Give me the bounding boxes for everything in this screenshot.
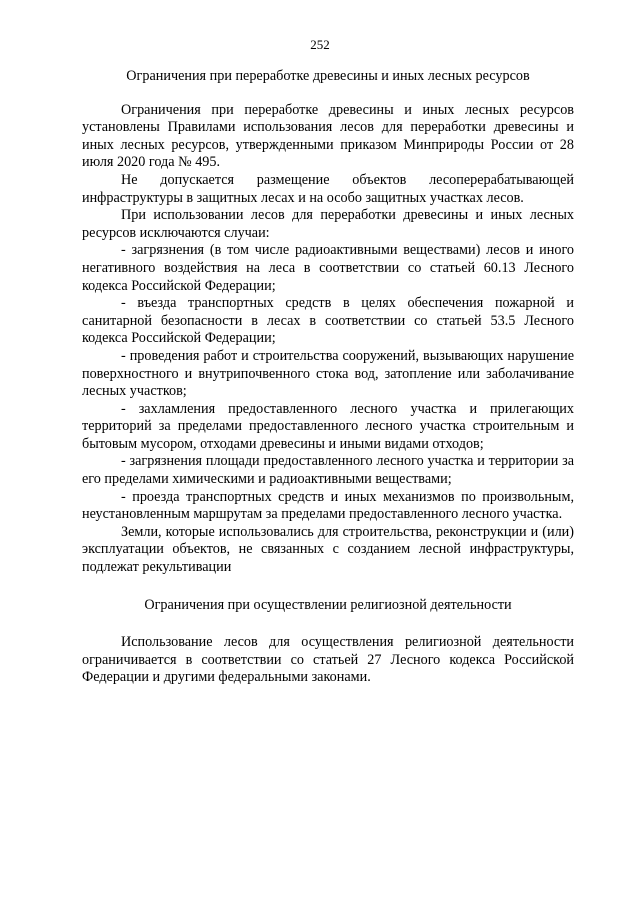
list-item: - проведения работ и строительства сооружений, вызывающих нарушение поверхностного и внутрипочвенного стока вод, затопление или заболачивание лесных участков; <box>82 347 574 400</box>
paragraph: Земли, которые использовались для строительства, реконструкции и (или) эксплуатации объектов, не связанных с созданием лесной инфраструктуры, подлежат рекультивации <box>82 523 574 576</box>
section-heading-religious-activity: Ограничения при осуществлении религиозной деятельности <box>144 596 512 613</box>
list-item: - проезда транспортных средств и иных механизмов по произвольным, неустановленным маршрутам за пределами предоставленного лесного участка. <box>82 488 574 523</box>
list-item: - загрязнения площади предоставленного лесного участка и территории за его пределами химическими и радиоактивными веществами; <box>82 453 574 488</box>
paragraph: Не допускается размещение объектов лесоперерабатывающей инфраструктуры в защитных лесах и на особо защитных участках лесов. <box>82 171 574 206</box>
list-item: - захламления предоставленного лесного участка и прилегающих территорий за пределами предоставленного лесного участка строительным и бытовым мусором, отходами древесины и иными видами отходов; <box>82 400 574 452</box>
section-heading-wood-processing: Ограничения при переработке древесины и иных лесных ресурсов <box>126 68 530 84</box>
list-item: - загрязнения (в том числе радиоактивными веществами) лесов и иного негативного воздействия на леса в соответствии со статьей 60.13 Лесного кодекса Российской Федерации; <box>82 242 574 294</box>
paragraph: Ограничения при переработке древесины и иных лесных ресурсов установлены Правилами использования лесов для переработки древесины и иных лесных ресурсов, утвержденными приказом Минприроды России от 28 июля 2020 года № 495. <box>82 101 574 171</box>
page-content <box>82 68 574 687</box>
page-number: 252 <box>310 37 330 52</box>
list-item: - въезда транспортных средств в целях обеспечения пожарной и санитарной безопасности в лесах в соответствии со статьей 53.5 Лесного кодекса Российской Федерации; <box>82 295 574 347</box>
paragraph: Использование лесов для осуществления религиозной деятельности ограничивается в соответствии со статьей 27 Лесного кодекса Российской Федерации и другими федеральными законами. <box>82 634 574 686</box>
paragraph: При использовании лесов для переработки древесины и иных лесных ресурсов исключаются случаи: <box>82 207 574 241</box>
